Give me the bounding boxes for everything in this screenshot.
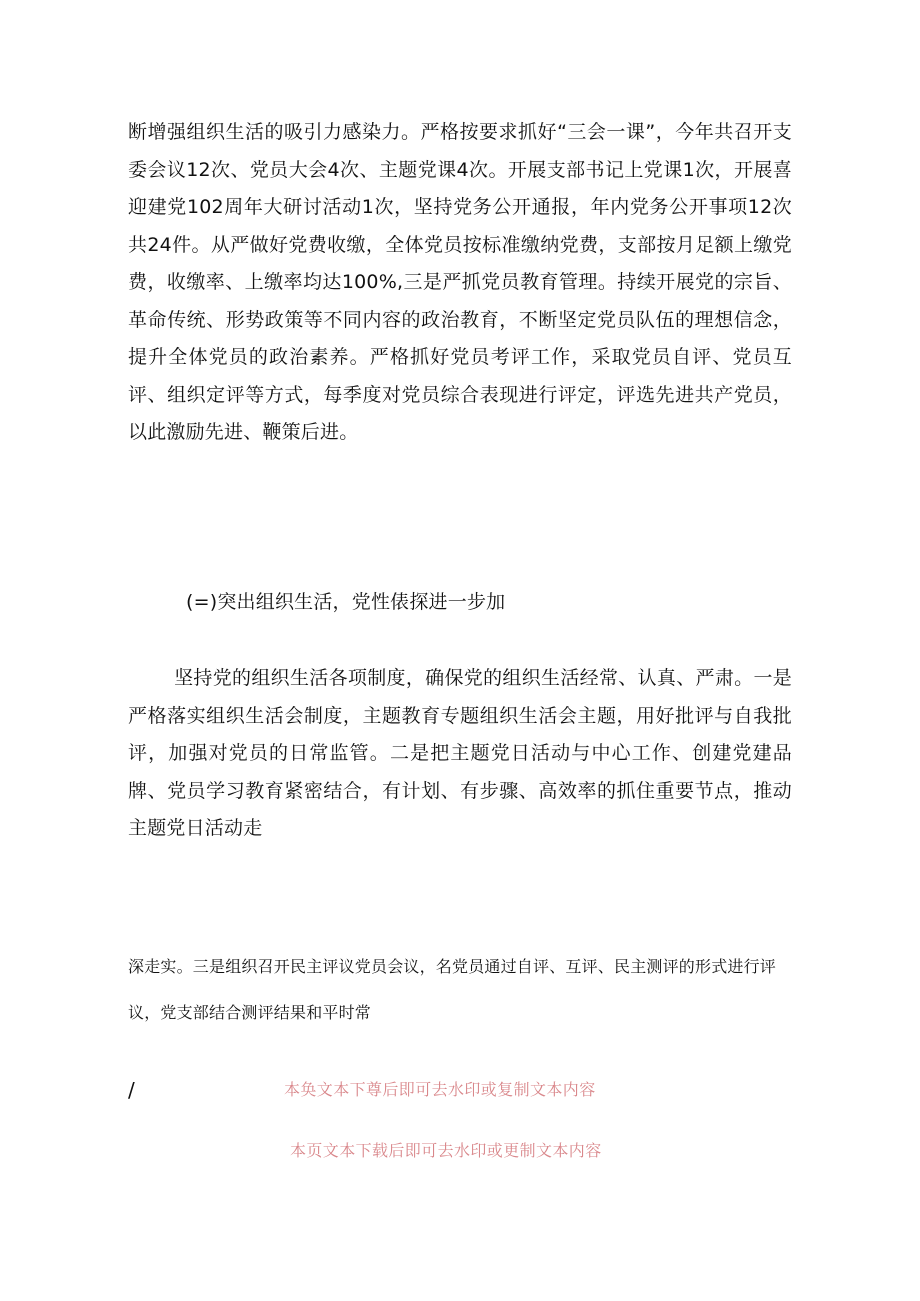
body-paragraph-2-text: 坚持党的组织生活各项制度，确保党的组织生活经常、认真、严肃。一是严格落实组织生活会制度，主题教育专题组织生活会主题，用好批评与自我批评，加强对党员的日常监管。二是把主题党日活动与中心工作、创建党建品牌、党员学习教育紧密结合，有计划、有步骤、高效率的抓住重要节点，推动主题党日活动走	[128, 667, 792, 839]
watermark-line-1: 本奂文本下尊后即可去水印或复制文本内容	[284, 1080, 596, 1099]
watermark-slash: /	[128, 1078, 135, 1102]
body-paragraph-2	[128, 660, 792, 848]
watermark-line-2: 本页文本下载后即可去水印或更制文本内容	[290, 1141, 602, 1160]
body-paragraph-1: 断增强组织生活的吸引力感染力。严格按要求抓好“三会一课”，今年共召开支委会议12次、党员大会4次、主题党课4次。开展支部书记上党课1次，开展喜迎建党102周年大研讨活动1次，坚持党务公开通报，年内党务公开事项12次共24件。从严做好党费收缴，全体党员按标准缴纳党费，支部按月足额上缴党费，收缴率、上缴率均达100%,三是严抓党员教育管理。持续开展党的宗旨、革命传统、形势政策等不同内容的政治教育，不断坚定党员队伍的理想信念，提升全体党员的政治素养。严格抓好党员考评工作，采取党员自评、党员互评、组织定评等方式，每季度对党员综合表现进行评定，评选先进共产党员，以此激励先进、鞭策后进。	[128, 121, 792, 443]
section-heading: (=)突出组织生活，党性俵探进一步加	[186, 591, 506, 613]
body-paragraph-3: 深走实。三是组织召开民主评议党员会议，名党员通过自评、互评、民主测评的形式进行评议，党支部结合测评结果和平时常	[128, 957, 777, 1022]
